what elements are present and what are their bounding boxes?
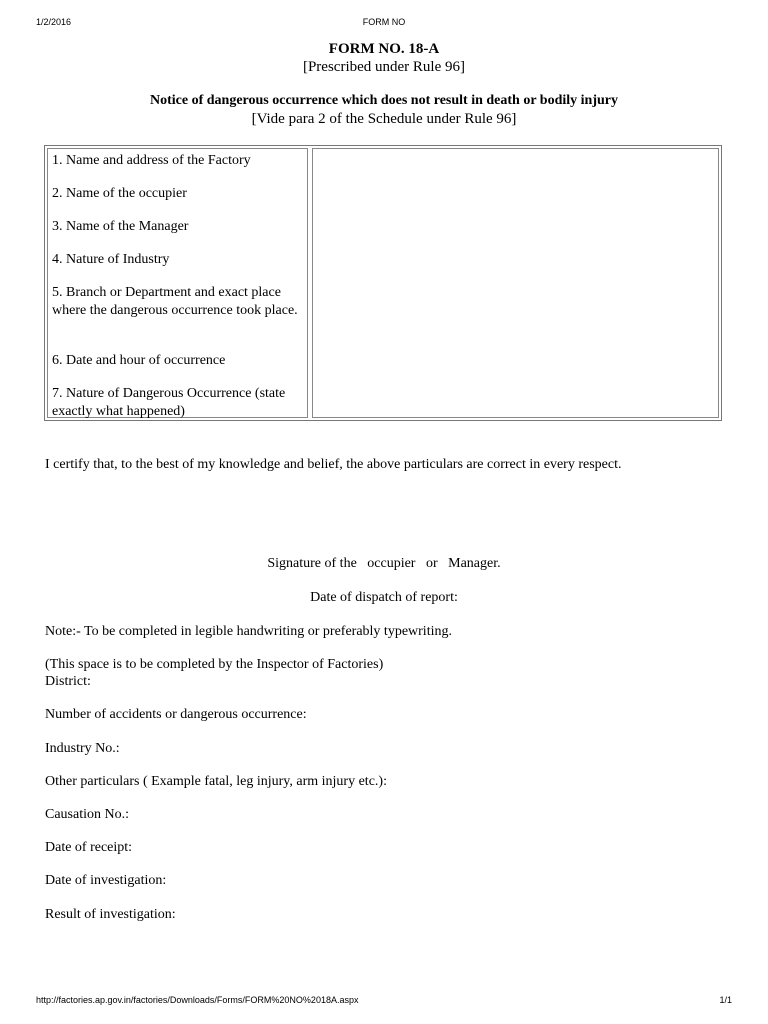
other-particulars-label: Other particulars ( Example fatal, leg injury, arm injury etc.): (45, 774, 387, 789)
prescribed-rule: [Prescribed under Rule 96] (302, 59, 466, 75)
field-manager-name: 3. Name of the Manager (52, 219, 189, 234)
industry-no-label: Industry No.: (45, 741, 120, 756)
field-factory-name-address: 1. Name and address of the Factory (52, 153, 251, 168)
page-number: 1/1 (719, 995, 732, 1005)
signature-line: Signature of the occupier or Manager. (267, 556, 501, 571)
field-occupier-name: 2. Name of the occupier (52, 186, 187, 201)
district-label: District: (45, 674, 91, 689)
particulars-answer-cell[interactable] (312, 148, 719, 418)
particulars-labels-cell (47, 148, 308, 418)
vide-reference: [Vide para 2 of the Schedule under Rule 96] (251, 111, 517, 127)
source-url: http://factories.ap.gov.in/factories/Downloads/Forms/FORM%20NO%2018A.aspx (36, 995, 359, 1005)
certification-text: I certify that, to the best of my knowledge and belief, the above particulars are correct in every respect. (45, 457, 622, 472)
inspector-heading: (This space is to be completed by the Inspector of Factories) (45, 657, 384, 672)
accidents-count-label: Number of accidents or dangerous occurrence: (45, 707, 307, 722)
field-nature-of-industry: 4. Nature of Industry (52, 252, 170, 267)
causation-no-label: Causation No.: (45, 807, 129, 822)
form-number: FORM NO. 18-A (328, 41, 440, 57)
date-of-investigation-label: Date of investigation: (45, 873, 167, 888)
date-of-receipt-label: Date of receipt: (45, 840, 133, 855)
field-nature-dangerous-occurrence: 7. Nature of Dangerous Occurrence (state exactly what happened) (52, 386, 286, 419)
dispatch-date-label: Date of dispatch of report: (310, 590, 458, 605)
print-title: FORM NO (362, 17, 406, 27)
field-date-hour-occurrence: 6. Date and hour of occurrence (52, 353, 226, 368)
particulars-table (44, 145, 722, 421)
result-of-investigation-label: Result of investigation: (45, 907, 176, 922)
notice-title: Notice of dangerous occurrence which does not result in death or bodily injury (150, 93, 618, 108)
field-branch-department-place: 5. Branch or Department and exact place where the dangerous occurrence took place. (52, 285, 298, 318)
print-date: 1/2/2016 (36, 17, 72, 27)
note-text: Note:- To be completed in legible handwriting or preferably typewriting. (45, 624, 452, 639)
